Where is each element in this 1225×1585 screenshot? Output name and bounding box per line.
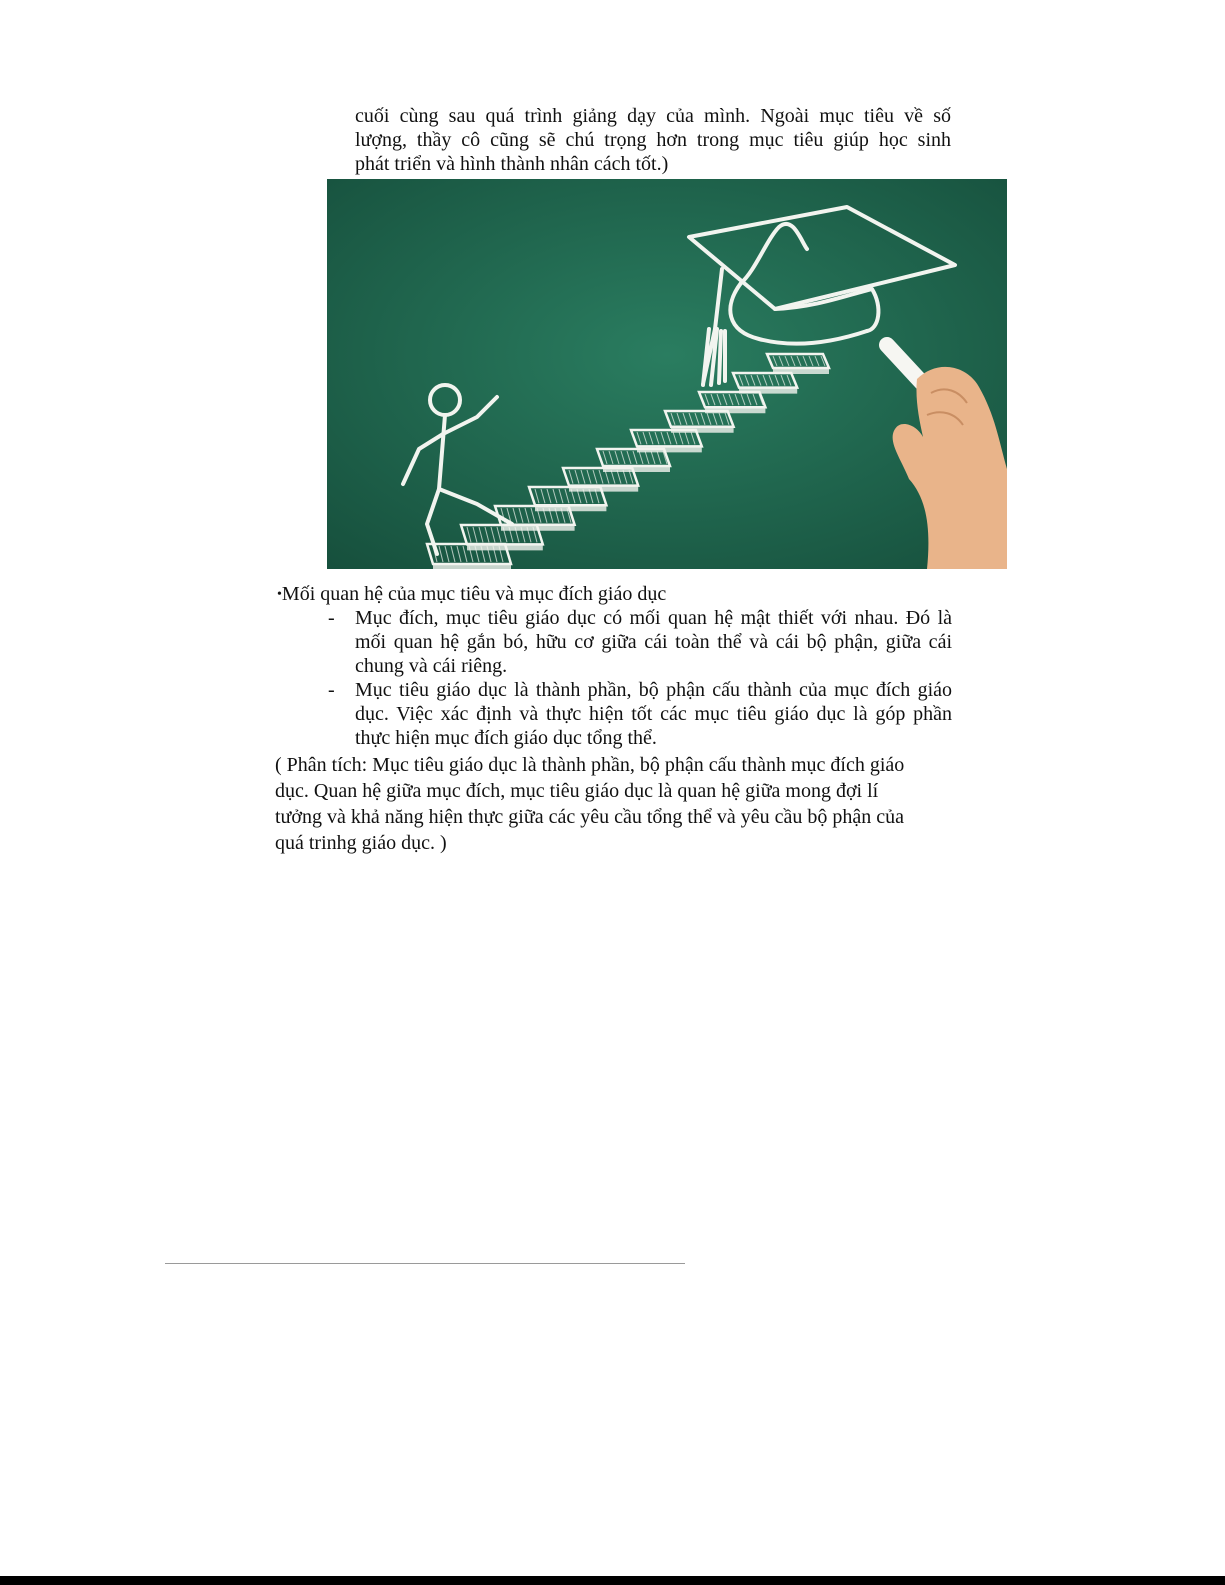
analysis-paragraph: [275, 752, 955, 856]
bottom-edge-bar: [0, 1576, 1225, 1585]
analysis-line: quá trinhg giáo dục. ): [275, 832, 447, 854]
chalkboard-illustration: [327, 179, 1007, 569]
intro-line: lượng, thầy cô cũng sẽ chú trọng hơn trong mục tiêu giúp học sinh: [355, 129, 951, 151]
list-item-text: [355, 606, 952, 678]
section-heading-text: Mối quan hệ của mục tiêu và mục đích giáo dục: [281, 583, 667, 605]
intro-line: cuối cùng sau quá trình giảng dạy của mình. Ngoài mục tiêu về số: [355, 105, 951, 127]
list-item: [320, 606, 952, 678]
list-dash: -: [328, 607, 335, 629]
list-item-line: thực hiện mục đích giáo dục tổng thể.: [355, 727, 657, 749]
footnote-separator: [165, 1263, 685, 1264]
analysis-line: ( Phân tích: Mục tiêu giáo dục là thành phần, bộ phận cấu thành mục đích giáo: [275, 754, 905, 776]
list-item-text: [355, 678, 952, 750]
list-item-line: chung và cái riêng.: [355, 655, 508, 677]
relation-list: [320, 606, 952, 750]
chalkboard-drawing: [327, 179, 1007, 569]
list-item-line: mối quan hệ gắn bó, hữu cơ giữa cái toàn thể và cái bộ phận, giữa cái: [355, 631, 952, 653]
list-item: [320, 678, 952, 750]
intro-paragraph: [355, 104, 951, 176]
analysis-line: dục. Quan hệ giữa mục đích, mục tiêu giáo dục là quan hệ giữa mong đợi lí: [275, 780, 879, 802]
list-dash: -: [328, 679, 335, 701]
section-heading: [277, 582, 666, 607]
bullet-point: •: [277, 587, 282, 602]
list-item-line: dục. Việc xác định và thực hiện tốt các mục tiêu giáo dục là góp phần: [355, 703, 952, 725]
list-item-line: Mục tiêu giáo dục là thành phần, bộ phận cấu thành của mục đích giáo: [355, 679, 952, 701]
intro-line: phát triển và hình thành nhân cách tốt.): [355, 153, 669, 175]
analysis-line: tưởng và khả năng hiện thực giữa các yêu cầu tổng thể và yêu cầu bộ phận của: [275, 806, 904, 828]
list-item-line: Mục đích, mục tiêu giáo dục có mối quan hệ mật thiết với nhau. Đó là: [355, 607, 952, 629]
